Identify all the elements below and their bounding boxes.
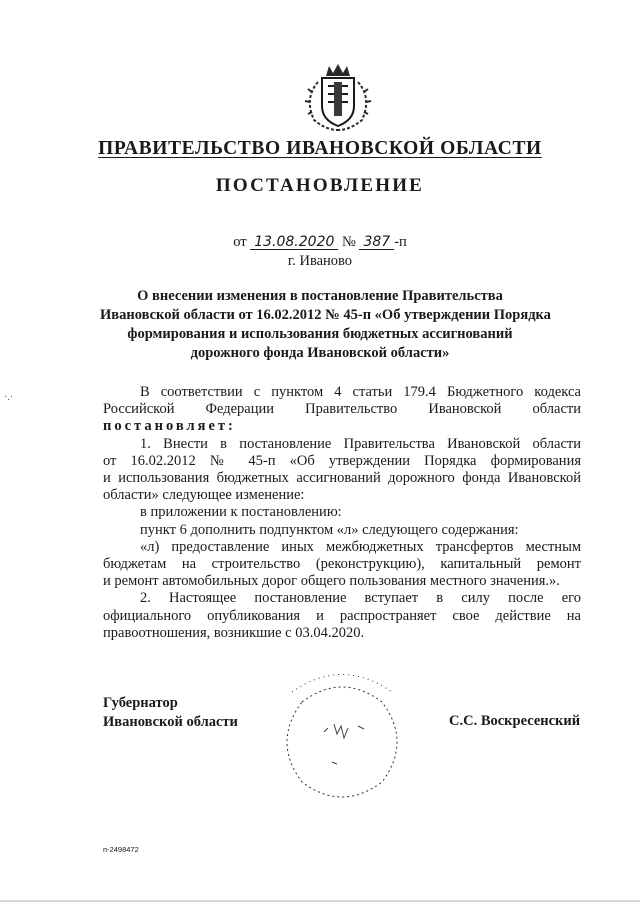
subject-line: Ивановской области от 16.02.2012 № 45-п «Об утверждении Порядка — [100, 307, 551, 323]
body-line: официального опубликования и распространяет свое действие на — [103, 607, 581, 624]
date-prefix: от — [233, 234, 247, 250]
body-line: правоотношения, возникшие с 03.04.2020. — [103, 624, 365, 641]
body-line: области» следующее изменение: — [103, 487, 305, 504]
coat-of-arms-emblem — [298, 62, 378, 134]
subject-line: формирования и использования бюджетных ассигнований — [127, 326, 513, 342]
document-type: ПОСТАНОВЛЕНИЕ — [215, 175, 425, 196]
position-line: Ивановской области — [103, 714, 238, 730]
body-line-resolves: постановляет: — [103, 418, 236, 435]
organization-title: ПРАВИТЕЛЬСТВО ИВАНОВСКОЙ ОБЛАСТИ — [98, 138, 542, 159]
body-line: и использования бюджетных ассигнований дорожного фонда Ивановской — [103, 470, 581, 487]
body-line: от 16.02.2012 № 45-п «Об утверждении Порядка формирования — [103, 452, 581, 469]
signatory-name: С.С. Воскресенский — [449, 713, 581, 729]
position-line: Губернатор — [103, 695, 178, 711]
body-line: 1. Внести в постановление Правительства Ивановской области — [140, 435, 581, 452]
body-line: 2. Настоящее постановление вступает в силу после его — [140, 590, 581, 607]
signature-stamp-mark — [262, 662, 422, 822]
date-value: 13.08.2020 — [250, 235, 338, 250]
subject-line: дорожного фонда Ивановской области» — [190, 345, 450, 361]
body-line: бюджетам на строительство (реконструкцию), капитальный ремонт — [103, 556, 581, 573]
city: г. Иваново — [287, 253, 353, 269]
number-sign: № — [342, 234, 356, 250]
subject-line: О внесении изменения в постановление Правительства — [137, 288, 503, 304]
document-code: п-2498472 — [103, 845, 139, 854]
signatory-position — [103, 694, 238, 732]
document-body — [103, 384, 581, 642]
body-line: пункт 6 дополнить подпунктом «л» следующего содержания: — [140, 521, 519, 538]
date-number-line — [0, 234, 640, 251]
body-line: Российской Федерации Правительство Ивановской области — [103, 401, 581, 418]
document-subject — [100, 287, 551, 363]
number-suffix: -п — [394, 234, 407, 250]
body-line: в приложении к постановлению: — [140, 504, 342, 521]
body-line: В соответствии с пунктом 4 статьи 179.4 Бюджетного кодекса — [140, 384, 581, 400]
body-line: и ремонт автомобильных дорог общего пользования местного значения.». — [103, 573, 560, 590]
scan-edge-mark: ·.· — [4, 392, 14, 403]
body-line: «л) предоставление иных межбюджетных трансфертов местным — [140, 538, 581, 555]
scan-artifact-line — [0, 900, 640, 902]
number-value: 387 — [359, 235, 394, 250]
crown-icon — [326, 64, 350, 76]
